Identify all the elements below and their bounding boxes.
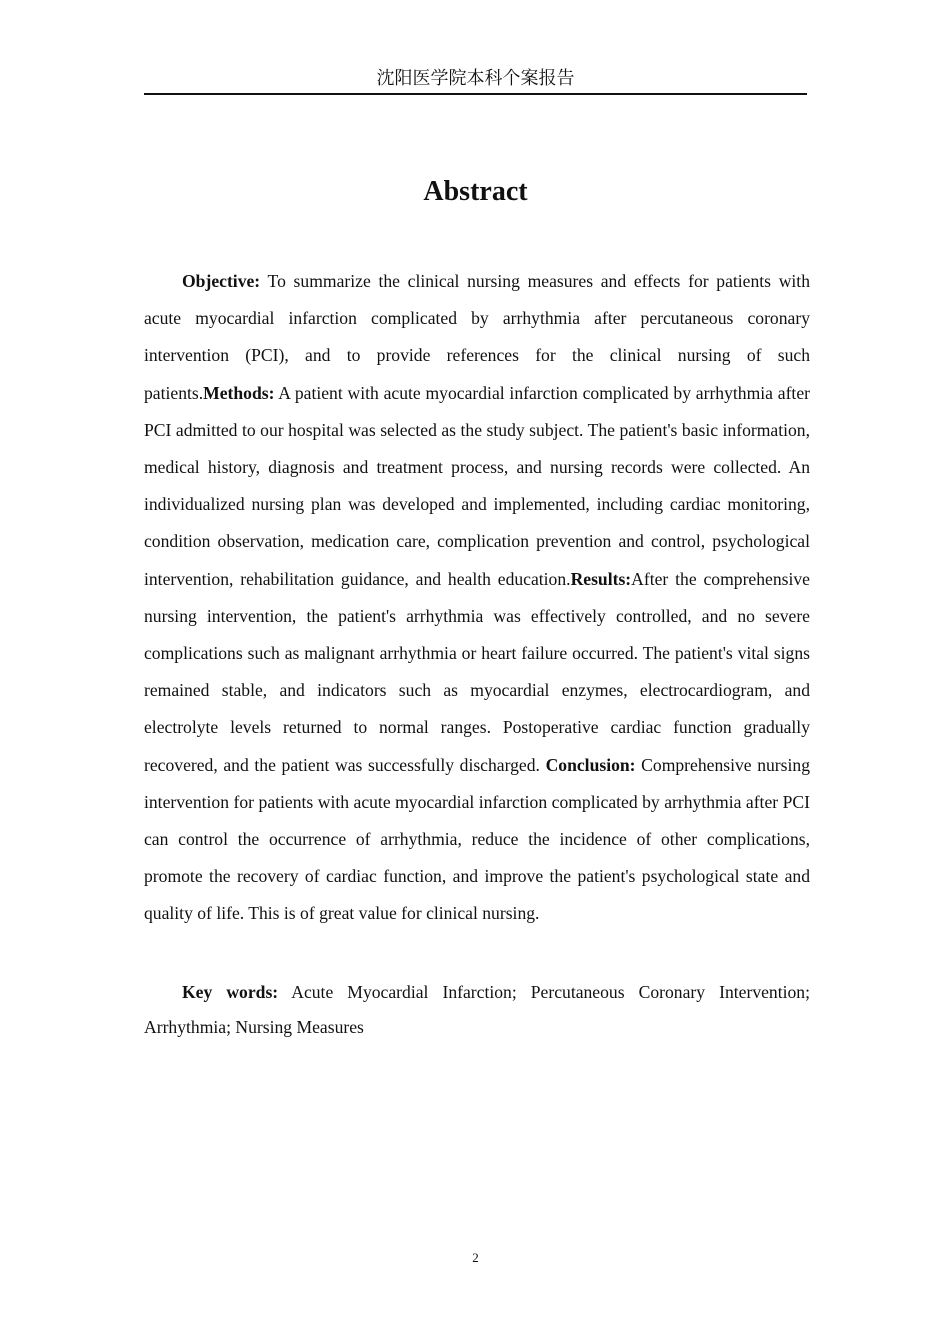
keywords-label: Key words: xyxy=(182,982,279,1002)
methods-label: Methods: xyxy=(203,382,275,403)
abstract-body xyxy=(144,263,810,933)
methods-text: A patient with acute myocardial infarction complicated by arrhythmia after PCI admitted to our hospital was selected as the study subject. The patient's basic information, medical history, diagnosis and treatment process, and nursing records were collected. An individualized nursing plan was developed and implemented, including cardiac monitoring, condition observation, medication care, complication prevention and control, psychological intervention, rehabilitation guidance, and health education. xyxy=(144,382,810,589)
results-label: Results: xyxy=(570,568,632,589)
objective-text: To summarize the clinical nursing measures and effects for patients with acute myocardial infarction complicated by arrhythmia after percutaneous coronary intervention (PCI), and to provide references for the clinical nursing of such patients. xyxy=(144,271,810,403)
objective-label: Objective: xyxy=(182,271,261,291)
page-number: 2 xyxy=(472,1250,479,1265)
header-rule xyxy=(144,93,807,95)
conclusion-label: Conclusion: xyxy=(545,754,636,775)
keywords-paragraph xyxy=(144,975,810,1045)
page-header: 沈阳医学院本科个案报告 xyxy=(376,68,575,89)
keywords-text: Acute Myocardial Infarction; Percutaneous Coronary Intervention; Arrhythmia; Nursing Measures xyxy=(144,982,810,1037)
results-text: After the comprehensive nursing intervention, the patient's arrhythmia was effectively controlled, and no severe complications such as malignant arrhythmia or heart failure occurred. The patient's vital signs remained stable, and indicators such as myocardial enzymes, electrocardiogram, and electrolyte levels returned to normal ranges. Postoperative cardiac function gradually recovered, and the patient was successfully discharged. xyxy=(144,568,810,775)
abstract-title: Abstract xyxy=(423,176,528,207)
conclusion-text: Comprehensive nursing intervention for patients with acute myocardial infarction complicated by arrhythmia after PCI can control the occurrence of arrhythmia, reduce the incidence of other complications, promote the recovery of cardiac function, and improve the patient's psychological state and quality of life. This is of great value for clinical nursing. xyxy=(144,754,810,924)
